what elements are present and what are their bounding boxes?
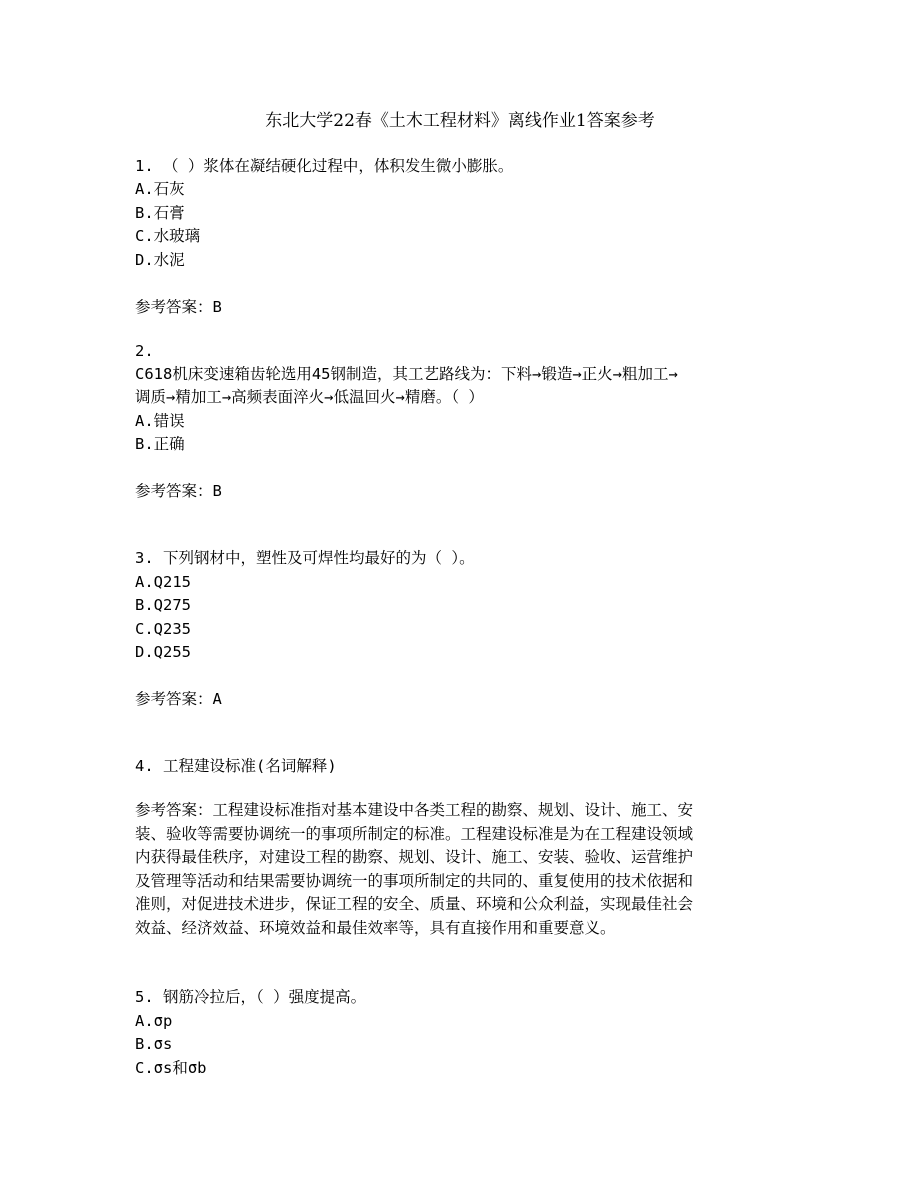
question-1-stem: 1. （ ）浆体在凝结硬化过程中，体积发生微小膨胀。 bbox=[135, 157, 514, 175]
question-3-option-b: B.Q275 bbox=[135, 596, 191, 614]
question-3-option-d: D.Q255 bbox=[135, 643, 191, 661]
question-4-answer-line-6: 效益、经济效益、环境效益和最佳效率等，具有直接作用和重要意义。 bbox=[135, 919, 616, 937]
question-5-option-c: C.σs和σb bbox=[135, 1059, 207, 1077]
question-3-option-a: A.Q215 bbox=[135, 573, 191, 591]
question-2-stem-line-1: C618机床变速箱齿轮选用45钢制造，其工艺路线为：下料→锻造→正火→粗加工→ bbox=[135, 365, 678, 383]
question-4-answer-line-1: 参考答案：工程建设标准指对基本建设中各类工程的勘察、规划、设计、施工、安 bbox=[135, 801, 694, 819]
question-3-stem: 3. 下列钢材中，塑性及可焊性均最好的为（ ）。 bbox=[135, 549, 475, 567]
question-1-answer: 参考答案：B bbox=[135, 298, 222, 316]
question-3-option-c: C.Q235 bbox=[135, 620, 191, 638]
question-1-option-d: D.水泥 bbox=[135, 251, 185, 269]
question-4-answer-line-5: 准则，对促进技术进步，保证工程的安全、质量、环境和公众利益，实现最佳社会 bbox=[135, 895, 694, 913]
question-2-option-b: B.正确 bbox=[135, 435, 185, 453]
question-1-option-b: B.石膏 bbox=[135, 204, 185, 222]
question-2-answer: 参考答案：B bbox=[135, 482, 222, 500]
question-5-option-b: B.σs bbox=[135, 1035, 173, 1053]
question-5-option-a: A.σp bbox=[135, 1012, 173, 1030]
question-1-option-a: A.石灰 bbox=[135, 180, 185, 198]
question-5-stem: 5. 钢筋冷拉后，（ ）强度提高。 bbox=[135, 988, 367, 1006]
question-2-option-a: A.错误 bbox=[135, 412, 185, 430]
question-4-answer-line-2: 装、验收等需要协调统一的事项所制定的标准。工程建设标准是为在工程建设领域 bbox=[135, 825, 694, 843]
question-2-stem-line-2: 调质→精加工→高频表面淬火→低温回火→精磨。（ ） bbox=[135, 388, 484, 406]
question-1-option-c: C.水玻璃 bbox=[135, 227, 201, 245]
question-4-answer-line-4: 及管理等活动和结果需要协调统一的事项所制定的共同的、重复使用的技术依据和 bbox=[135, 872, 694, 890]
document-title: 东北大学22春《土木工程材料》离线作业1答案参考 bbox=[265, 111, 655, 131]
question-4-stem: 4. 工程建设标准(名词解释) bbox=[135, 757, 337, 775]
question-2-number: 2. bbox=[135, 342, 154, 360]
question-4-answer-line-3: 内获得最佳秩序，对建设工程的勘察、规划、设计、施工、安装、验收、运营维护 bbox=[135, 848, 694, 866]
question-3-answer: 参考答案：A bbox=[135, 690, 222, 708]
